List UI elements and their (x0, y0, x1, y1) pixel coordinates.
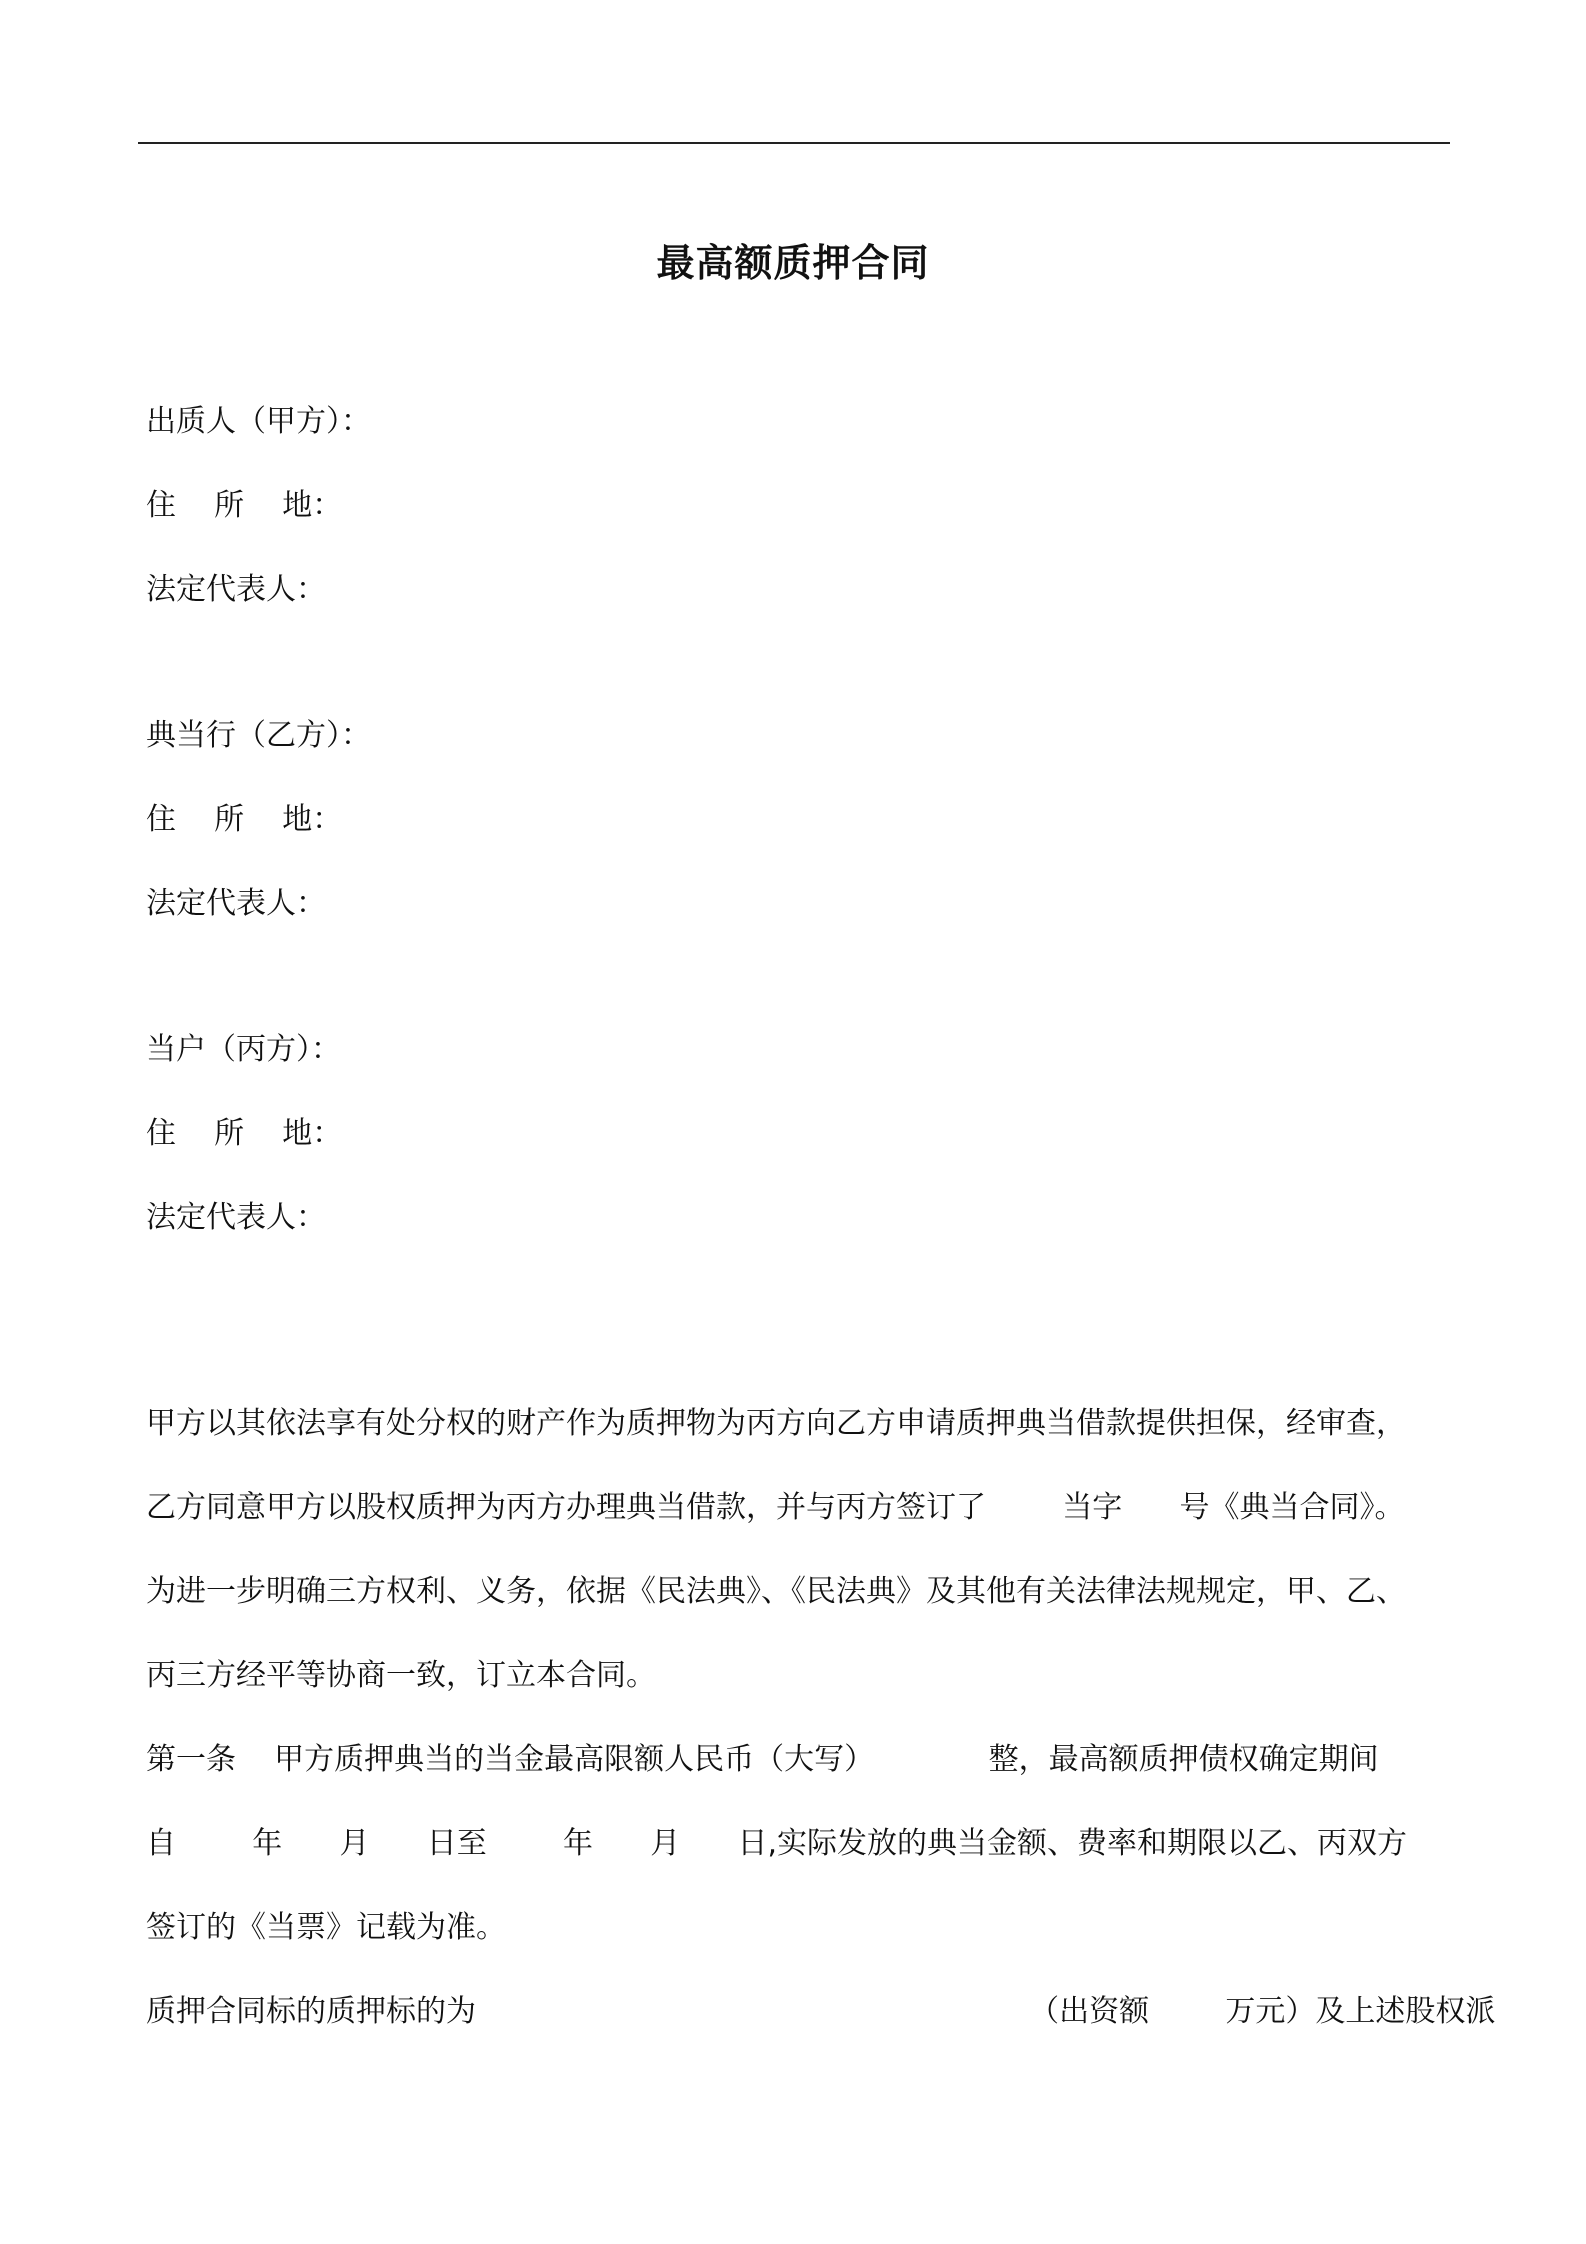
page-title: 最高额质押合同 (656, 241, 930, 285)
party-c-rep-label: 法定代表人： (146, 1200, 326, 1235)
article-1-line-2: 自 年 月 日至 年 月 日,实际发放的典当金额、费率和期限以乙、丙双方 (146, 1826, 1407, 1861)
party-c-address-label: 住 所 地： (146, 1116, 343, 1151)
preamble-line-3: 为进一步明确三方权利、义务，依据《民法典》、《民法典》及其他有关法律法规规定，甲、乙、 (146, 1574, 1406, 1609)
party-b-name-label: 典当行（乙方）： (146, 718, 371, 753)
party-c-name-label: 当户（丙方）： (146, 1032, 341, 1067)
preamble-line-2: 乙方同意甲方以股权质押为丙方办理典当借款，并与丙方签订了 当字 号《典当合同》。 (146, 1490, 1405, 1525)
article-1-line-1: 第一条 甲方质押典当的当金最高限额人民币（大写） 整，最高额质押债权确定期间 (146, 1742, 1379, 1777)
party-a-rep-label: 法定代表人： (146, 572, 326, 607)
party-a-name-label: 出质人（甲方）： (146, 404, 371, 439)
party-b-rep-label: 法定代表人： (146, 886, 326, 921)
header-rule (138, 142, 1450, 144)
party-b-address-label: 住 所 地： (146, 802, 343, 837)
party-a-address-label: 住 所 地： (146, 488, 343, 523)
article-1-line-3: 签订的《当票》记载为准。 (146, 1910, 506, 1945)
pledge-subject-line: 质押合同标的质押标的为 （出资额 万元）及上述股权派 (146, 1994, 1496, 2029)
preamble-line-4: 丙三方经平等协商一致，订立本合同。 (146, 1658, 656, 1693)
preamble-line-1: 甲方以其依法享有处分权的财产作为质押物为丙方向乙方申请质押典当借款提供担保，经审查， (146, 1406, 1406, 1441)
